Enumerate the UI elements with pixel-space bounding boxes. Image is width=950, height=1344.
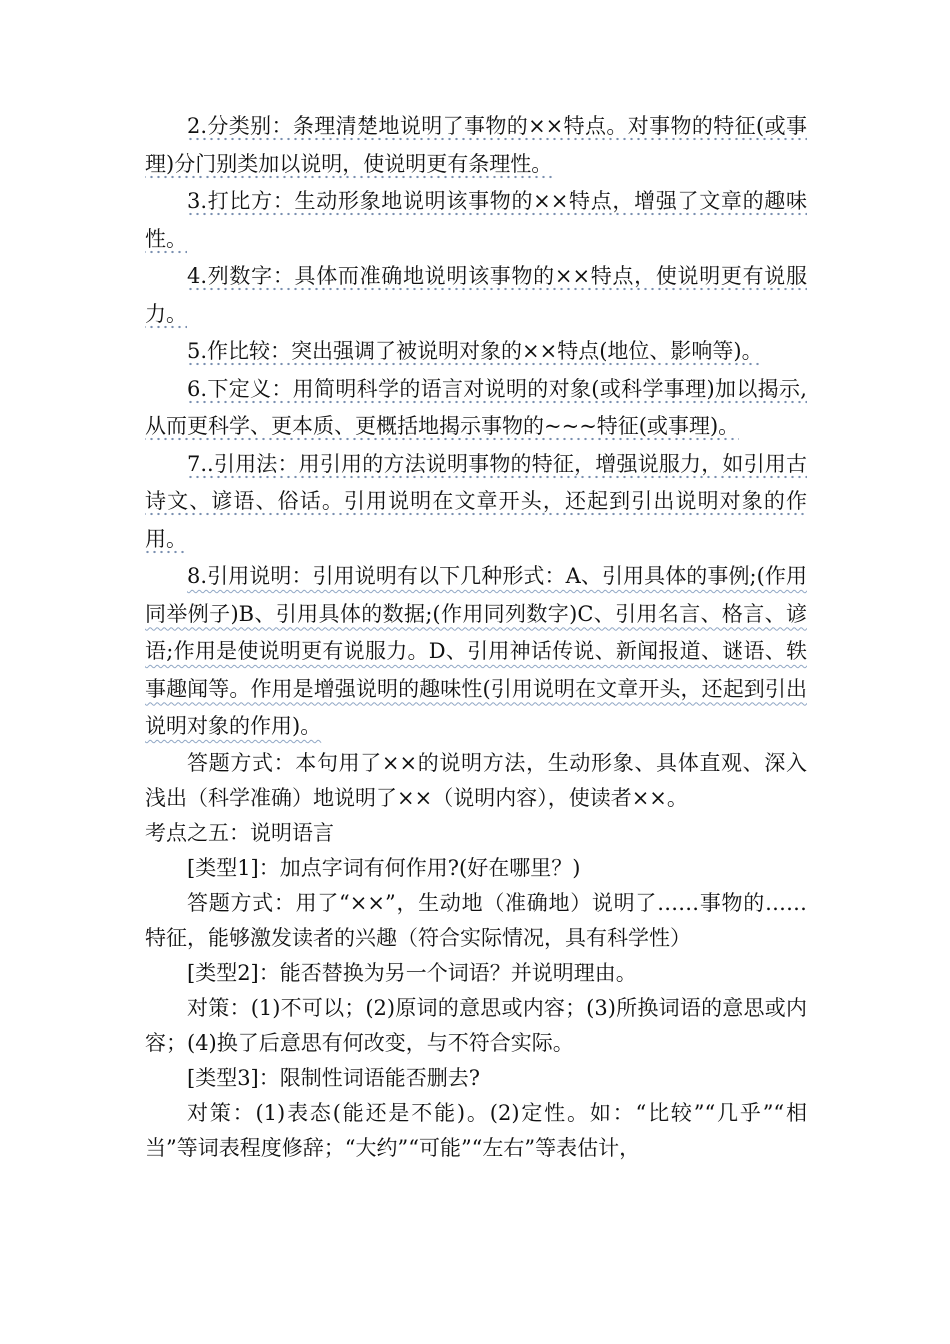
section-heading: 考点之五：说明语言 [145, 820, 334, 845]
paragraph-text: 5.作比较：突出强调了被说明对象的××特点(地位、影响等)。 [187, 339, 763, 366]
document-page [145, 108, 807, 1166]
paragraph-text: 7..引用法：用引用的方法说明事物的特征，增强说服力，如引用古诗文、谚语、俗话。引用说明在文章开头，还起到引出说明对象的作用。 [145, 452, 807, 554]
plain-section [145, 746, 807, 1166]
paragraph-answer-method: 答题方式：本句用了××的说明方法，生动形象、具体直观、深入浅出（科学准确）地说明了××（说明内容），使读者××。 [145, 750, 807, 810]
paragraph-type-3: [类型3]：限制性词语能否删去? [187, 1065, 481, 1090]
paragraph-type-1: [类型1]：加点字词有何作用?(好在哪里？) [187, 855, 581, 880]
paragraph-type-1-answer: 答题方式：用了“××”，生动地（准确地）说明了……事物的……特征，能够激发读者的兴趣（符合实际情况，具有科学性） [145, 890, 807, 950]
paragraph-text: 8.引用说明：引用说明有以下几种形式：A、引用具体的事例;(作用同举例子)B、引用具体的数据;(作用同列数字)C、引用名言、格言、谚语;作用是使说明更有说服力。D、引用神话传说、新闻报道、谜语、轶事趣闻等。作用是增强说明的趣味性(引用说明在文章开头，还起到引出说明对象的作用)。 [145, 564, 807, 738]
paragraph-text: 3.打比方：生动形象地说明该事物的××特点，增强了文章的趣味性。 [145, 189, 807, 254]
paragraph-numbers [145, 258, 807, 333]
paragraph-text: 4.列数字：具体而准确地说明该事物的××特点，使说明更有说服力。 [145, 264, 807, 329]
paragraph-metaphor [145, 183, 807, 258]
paragraph-type-2: [类型2]：能否替换为另一个词语？并说明理由。 [187, 960, 637, 985]
paragraph-classification [145, 108, 807, 183]
paragraph-type-2-strategy: 对策：(1)不可以；(2)原词的意思或内容；(3)所换词语的意思或内容；(4)换了后意思有何改变，与不符合实际。 [145, 995, 807, 1055]
paragraph-text: 2.分类别：条理清楚地说明了事物的××特点。对事物的特征(或事理)分门别类加以说明，使说明更有条理性。 [145, 114, 807, 179]
paragraph-citation-method [145, 446, 807, 559]
paragraph-definition [145, 371, 807, 446]
paragraph-citation-explanation [145, 558, 807, 746]
paragraph-text: 6.下定义：用简明科学的语言对说明的对象(或科学事理)加以揭示,从而更科学、更本质、更概括地揭示事物的~~~特征(或事理)。 [145, 377, 807, 442]
paragraph-comparison [145, 333, 807, 371]
paragraph-type-3-strategy: 对策：(1)表态(能还是不能)。(2)定性。如：“比较”“几乎”“相当”等词表程度修辞；“大约”“可能”“左右”等表估计， [145, 1100, 807, 1160]
